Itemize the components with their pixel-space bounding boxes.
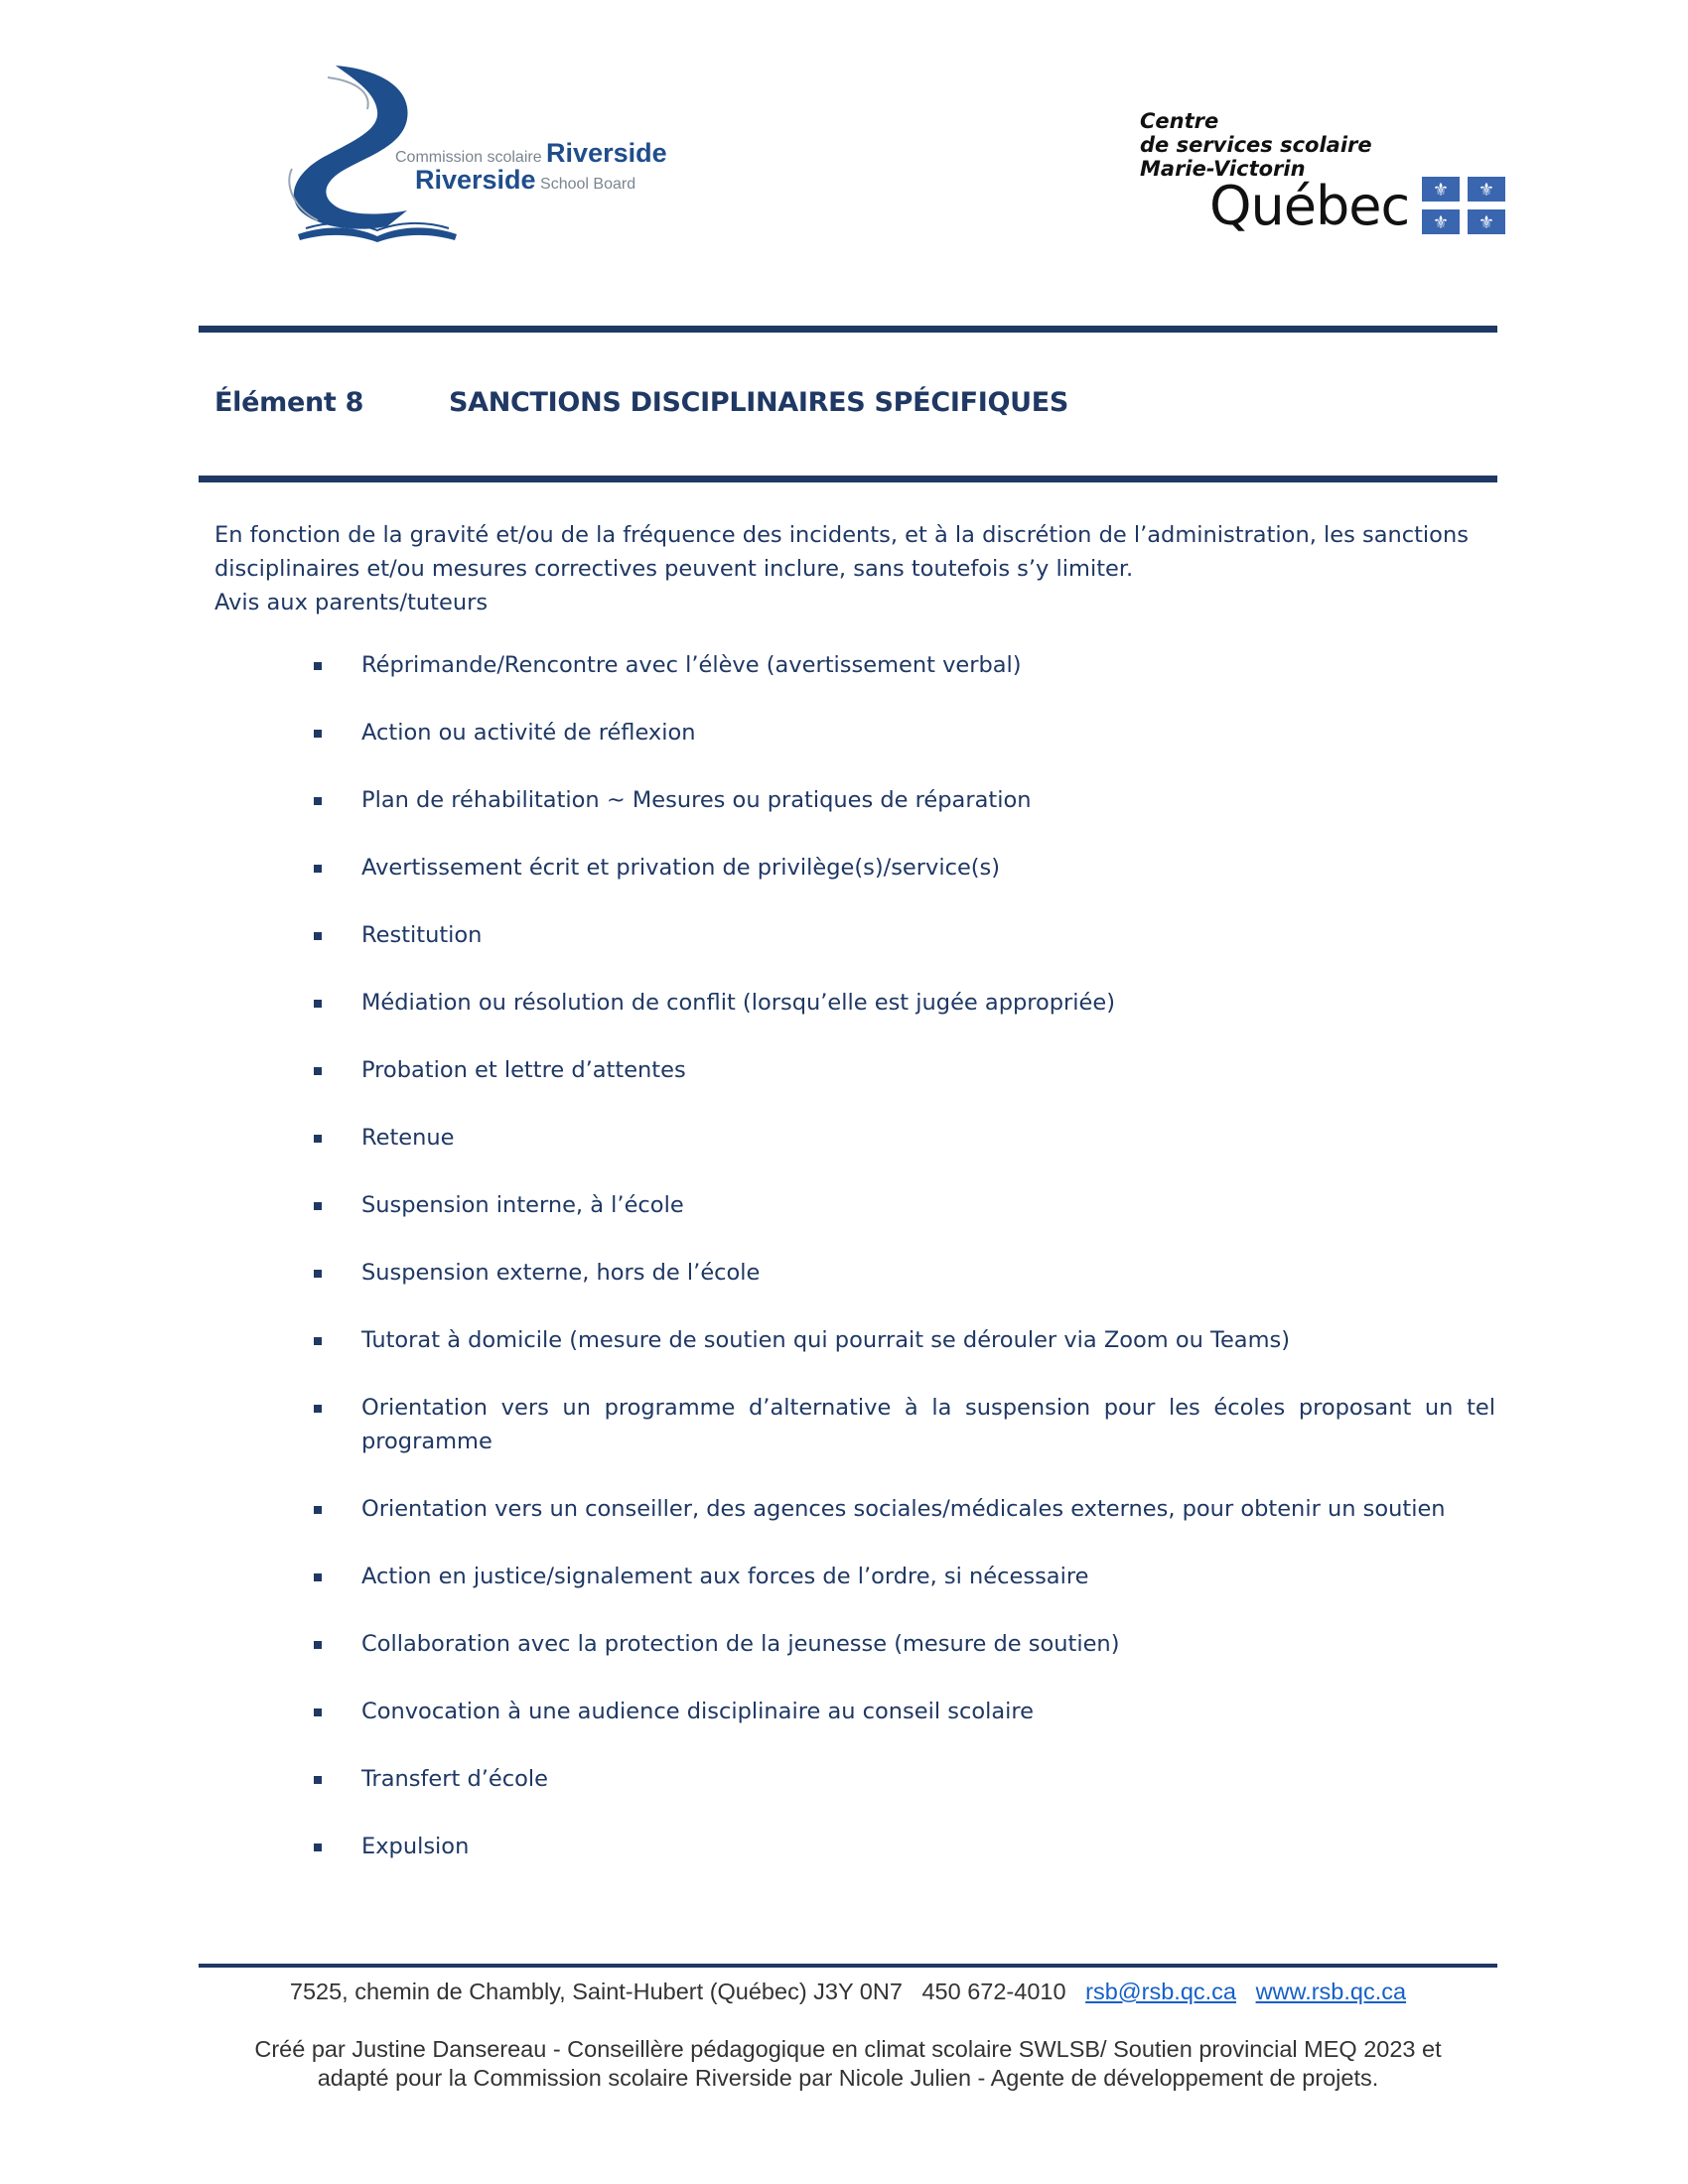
square-bullet-icon bbox=[314, 1776, 322, 1784]
sanction-item bbox=[214, 648, 1495, 682]
sanction-text: Restitution bbox=[361, 922, 483, 948]
square-bullet-icon bbox=[314, 662, 322, 670]
intro-paragraph: En fonction de la gravité et/ou de la fréquence des incidents, et à la discrétion de l’administration, les sanctions disciplinaires et/ou mesures correctives peuvent inclure, sans toutefois s’y limiter. bbox=[214, 522, 1469, 582]
sanction-text: Orientation vers un conseiller, des agences sociales/médicales externes, pour obtenir un soutien bbox=[361, 1496, 1446, 1522]
sanction-text: Probation et lettre d’attentes bbox=[361, 1057, 686, 1083]
sanction-item bbox=[214, 918, 1495, 952]
square-bullet-icon bbox=[314, 1843, 322, 1851]
sanction-item bbox=[214, 986, 1495, 1020]
sanction-item bbox=[214, 1391, 1495, 1458]
footer-phone: 450 672-4010 bbox=[921, 1979, 1066, 2004]
top-divider bbox=[199, 326, 1497, 333]
sanction-text: Suspension externe, hors de l’école bbox=[361, 1260, 761, 1286]
footer-divider bbox=[199, 1964, 1497, 1968]
square-bullet-icon bbox=[314, 932, 322, 940]
sanction-text: Action en justice/signalement aux forces de l’ordre, si nécessaire bbox=[361, 1564, 1089, 1589]
rsb-small-text-2: School Board bbox=[540, 176, 636, 193]
rsb-big-text: Riverside bbox=[546, 138, 667, 168]
svg-text:⚜: ⚜ bbox=[1477, 180, 1495, 201]
sanction-text: Médiation ou résolution de conflit (lorsqu’elle est jugée appropriée) bbox=[361, 990, 1116, 1016]
square-bullet-icon bbox=[314, 1000, 322, 1008]
sanction-item bbox=[214, 1188, 1495, 1222]
sanction-item bbox=[214, 1053, 1495, 1087]
svg-text:⚜: ⚜ bbox=[1432, 180, 1450, 201]
footer-contact bbox=[199, 1979, 1497, 2005]
footer-credits bbox=[199, 2035, 1497, 2093]
sanction-text: Convocation à une audience disciplinaire au conseil scolaire bbox=[361, 1699, 1035, 1724]
intro-text bbox=[214, 518, 1495, 619]
square-bullet-icon bbox=[314, 1135, 322, 1143]
sanction-item bbox=[214, 716, 1495, 750]
sanction-text: Tutorat à domicile (mesure de soutien qui pourrait se dérouler via Zoom ou Teams) bbox=[361, 1327, 1291, 1353]
sanction-item bbox=[214, 1121, 1495, 1155]
sanction-text: Réprimande/Rencontre avec l’élève (avertissement verbal) bbox=[361, 652, 1022, 678]
rsb-big-text-2: Riverside bbox=[415, 165, 536, 195]
sanction-item bbox=[214, 1695, 1495, 1728]
section-title: SANCTIONS DISCIPLINAIRES SPÉCIFIQUES bbox=[449, 387, 1069, 418]
sanction-item bbox=[214, 1830, 1495, 1863]
fleur-de-lis-flag-icon bbox=[1422, 177, 1505, 234]
svg-text:⚜: ⚜ bbox=[1477, 212, 1495, 233]
square-bullet-icon bbox=[314, 865, 322, 873]
sanction-text: Transfert d’école bbox=[361, 1766, 548, 1792]
sanctions-list bbox=[214, 648, 1495, 1897]
heading-divider bbox=[199, 476, 1497, 482]
square-bullet-icon bbox=[314, 1506, 322, 1514]
sanction-text: Expulsion bbox=[361, 1834, 470, 1859]
sanction-item bbox=[214, 1492, 1495, 1526]
sanction-item bbox=[214, 851, 1495, 885]
square-bullet-icon bbox=[314, 1202, 322, 1210]
rsb-small-text: Commission scolaire bbox=[395, 149, 542, 166]
sanction-item bbox=[214, 1560, 1495, 1593]
riverside-logo-line2 bbox=[415, 165, 635, 196]
square-bullet-icon bbox=[314, 1641, 322, 1649]
sanction-text: Action ou activité de réflexion bbox=[361, 720, 696, 746]
sanction-item bbox=[214, 1323, 1495, 1357]
sanction-text: Orientation vers un programme d’alternative à la suspension pour les écoles proposant un tel programme bbox=[361, 1395, 1495, 1454]
footer-email-link[interactable]: rsb@rsb.qc.ca bbox=[1085, 1979, 1236, 2004]
sanction-text: Retenue bbox=[361, 1125, 455, 1151]
credits-line2: adapté pour la Commission scolaire Riverside par Nicole Julien - Agente de développement de projets. bbox=[317, 2065, 1379, 2091]
csms-line3: Marie-Victorin bbox=[1140, 157, 1306, 181]
sanction-item bbox=[214, 1256, 1495, 1290]
sanction-text: Collaboration avec la protection de la jeunesse (mesure de soutien) bbox=[361, 1631, 1120, 1657]
sanction-item bbox=[214, 1627, 1495, 1661]
footer-address: 7525, chemin de Chambly, Saint-Hubert (Québec) J3Y 0N7 bbox=[289, 1979, 903, 2004]
square-bullet-icon bbox=[314, 1405, 322, 1413]
sanction-text: Plan de réhabilitation ~ Mesures ou pratiques de réparation bbox=[361, 787, 1032, 813]
section-label: Élément 8 bbox=[214, 387, 364, 418]
csms-line1: Centre bbox=[1140, 109, 1219, 133]
quebec-wordmark: Québec bbox=[1209, 175, 1410, 237]
square-bullet-icon bbox=[314, 1337, 322, 1345]
svg-text:⚜: ⚜ bbox=[1432, 212, 1450, 233]
credits-line1: Créé par Justine Dansereau - Conseillère pédagogique en climat scolaire SWLSB/ Soutien provincial MEQ 2023 et bbox=[254, 2036, 1442, 2062]
square-bullet-icon bbox=[314, 797, 322, 805]
sanction-item bbox=[214, 783, 1495, 817]
sanction-text: Suspension interne, à l’école bbox=[361, 1192, 684, 1218]
intro-notice: Avis aux parents/tuteurs bbox=[214, 590, 489, 615]
csms-logo-name bbox=[1140, 109, 1372, 181]
square-bullet-icon bbox=[314, 730, 322, 738]
square-bullet-icon bbox=[314, 1270, 322, 1278]
sanction-item bbox=[214, 1762, 1495, 1796]
sanction-text: Avertissement écrit et privation de privilège(s)/service(s) bbox=[361, 855, 1001, 881]
square-bullet-icon bbox=[314, 1067, 322, 1075]
square-bullet-icon bbox=[314, 1708, 322, 1716]
footer-website-link[interactable]: www.rsb.qc.ca bbox=[1255, 1979, 1407, 2004]
square-bullet-icon bbox=[314, 1573, 322, 1581]
csms-line2: de services scolaire bbox=[1140, 133, 1372, 157]
